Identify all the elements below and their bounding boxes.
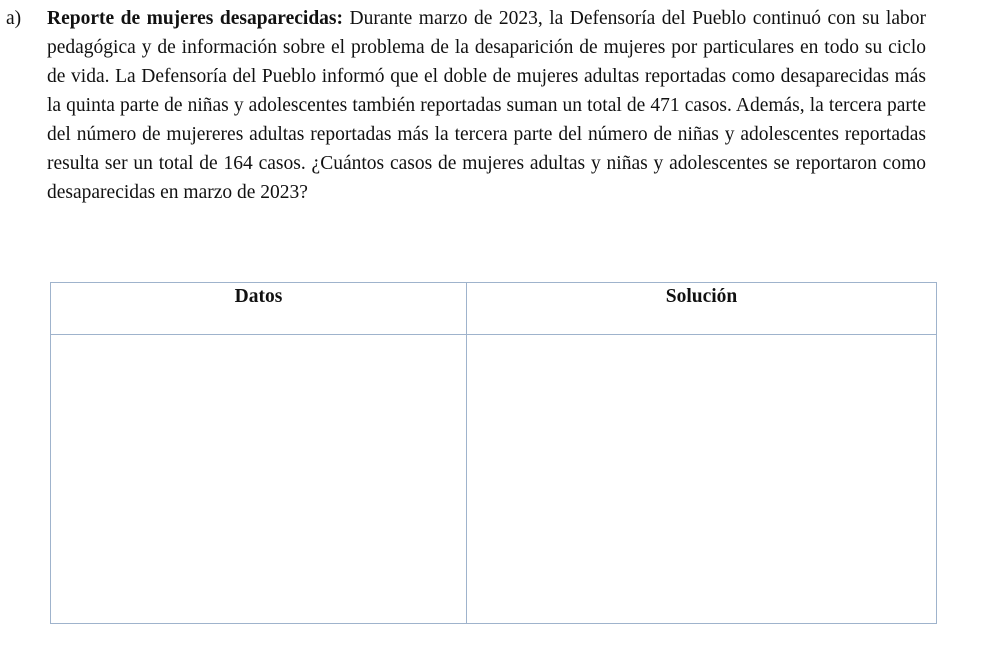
cell-datos xyxy=(51,335,467,624)
problem-body: Durante marzo de 2023, la Defensoría del Pueblo continuó con su labor pedagógica y de información sobre el problema de la desaparición de mujeres por particulares en todo su ciclo de vida. La Defensoría del Pueblo informó que el doble de mujeres adultas reportadas como desaparecidas más la quinta parte de niñas y adolescentes también reportadas suman un total de 471 casos. Además, la tercera parte del número de mujereres adultas reportadas más la tercera parte del número de niñas y adolescentes reportadas resulta ser un total de 164 casos. ¿Cuántos casos de mujeres adultas y niñas y adolescentes se reportaron como desaparecidas en marzo de 2023? xyxy=(47,8,927,203)
problem-title: Reporte de mujeres desaparecidas: xyxy=(47,8,344,29)
cell-solucion xyxy=(467,335,937,624)
answer-table xyxy=(50,282,937,624)
header-solucion: Solución xyxy=(467,283,937,335)
table-header-row xyxy=(51,283,937,335)
problem-text xyxy=(47,4,926,207)
problem-statement xyxy=(6,4,926,207)
header-datos: Datos xyxy=(51,283,467,335)
item-marker: a) xyxy=(6,8,22,29)
table-row xyxy=(51,335,937,624)
